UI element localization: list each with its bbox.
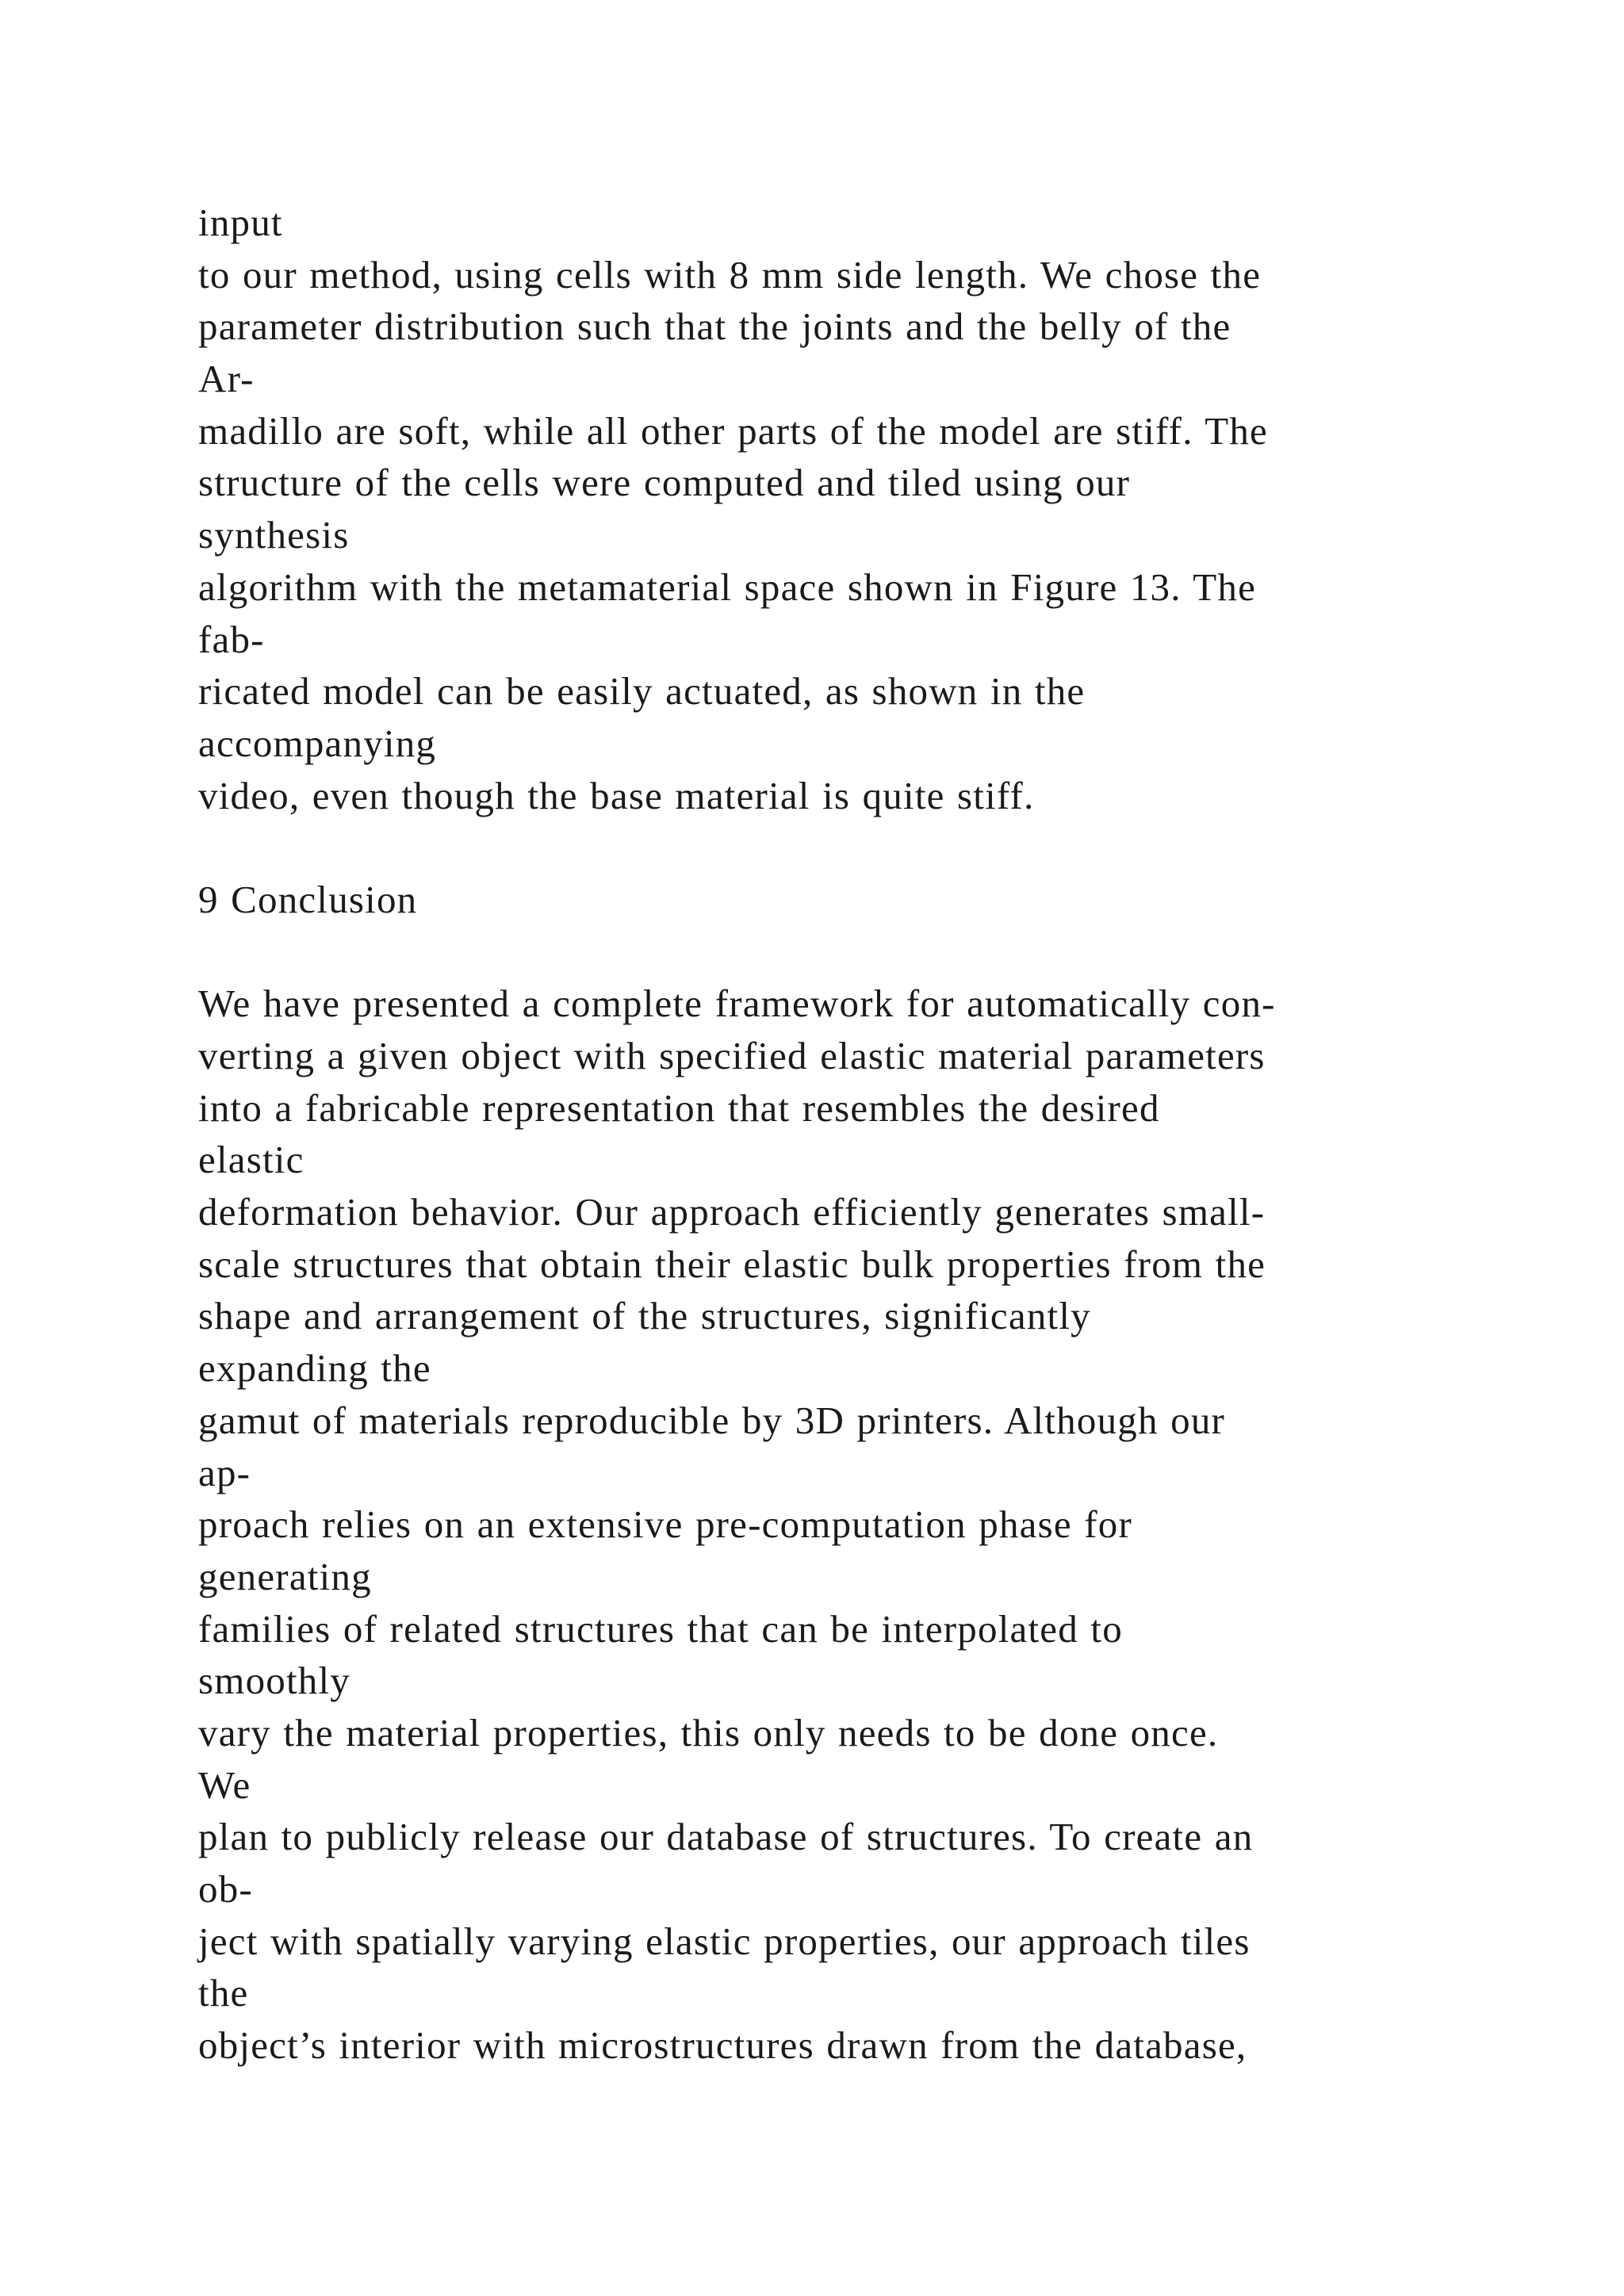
text-line: input	[198, 201, 283, 244]
text-line: to our method, using cells with 8 mm side length. We chose the	[198, 252, 1262, 297]
text-line: We have presented a complete framework for automatically con-	[198, 982, 1276, 1026]
text-line: proach relies on an extensive pre-computation phase for	[198, 1502, 1133, 1547]
text-line: algorithm with the metamaterial space shown in Figure 13. The	[198, 564, 1257, 609]
text-line: ricated model can be easily actuated, as shown in the	[198, 669, 1086, 714]
text-line: madillo are soft, while all other parts of the model are stiff. The	[198, 408, 1268, 453]
text-line: parameter distribution such that the joints and the belly of the	[198, 304, 1231, 349]
text-line: the	[198, 1971, 249, 2015]
text-line: Ar-	[198, 357, 255, 401]
text-line: generating	[198, 1554, 372, 1598]
paragraph-1	[198, 197, 1546, 821]
text-line: object’s interior with microstructures drawn from the database,	[198, 2023, 1247, 2068]
document-text	[198, 197, 1546, 2072]
text-line: accompanying	[198, 721, 437, 765]
text-line: fab-	[198, 617, 265, 661]
text-line: smoothly	[198, 1659, 351, 1703]
text-line: families of related structures that can be interpolated to	[198, 1606, 1123, 1651]
text-line: We	[198, 1762, 251, 1807]
text-line: expanding the	[198, 1346, 431, 1391]
text-line: into a fabricable representation that resembles the desired	[198, 1085, 1160, 1130]
text-line: deformation behavior. Our approach efficiently generates small-	[198, 1190, 1266, 1234]
text-line: vary the material properties, this only needs to be done once.	[198, 1710, 1219, 1755]
text-line: shape and arrangement of the structures, significantly	[198, 1294, 1091, 1338]
text-line: elastic	[198, 1138, 304, 1182]
text-line: structure of the cells were computed and tiled using our	[198, 461, 1131, 505]
text-line: scale structures that obtain their elastic bulk properties from the	[198, 1242, 1266, 1286]
paragraph-2	[198, 978, 1546, 2071]
text-line: ob-	[198, 1867, 253, 1911]
text-line: video, even though the base material is quite stiff.	[198, 773, 1035, 817]
paragraph-gap	[198, 926, 1546, 978]
text-line: ject with spatially varying elastic properties, our approach tiles	[198, 1919, 1251, 1963]
text-line: synthesis	[198, 513, 350, 557]
section-heading: 9 Conclusion	[198, 877, 418, 921]
paragraph-gap	[198, 821, 1546, 874]
text-line: gamut of materials reproducible by 3D printers. Although our	[198, 1398, 1226, 1442]
text-line: ap-	[198, 1450, 251, 1494]
text-line: verting a given object with specified elastic material parameters	[198, 1034, 1266, 1077]
text-line: plan to publicly release our database of structures. To create an	[198, 1815, 1254, 1859]
